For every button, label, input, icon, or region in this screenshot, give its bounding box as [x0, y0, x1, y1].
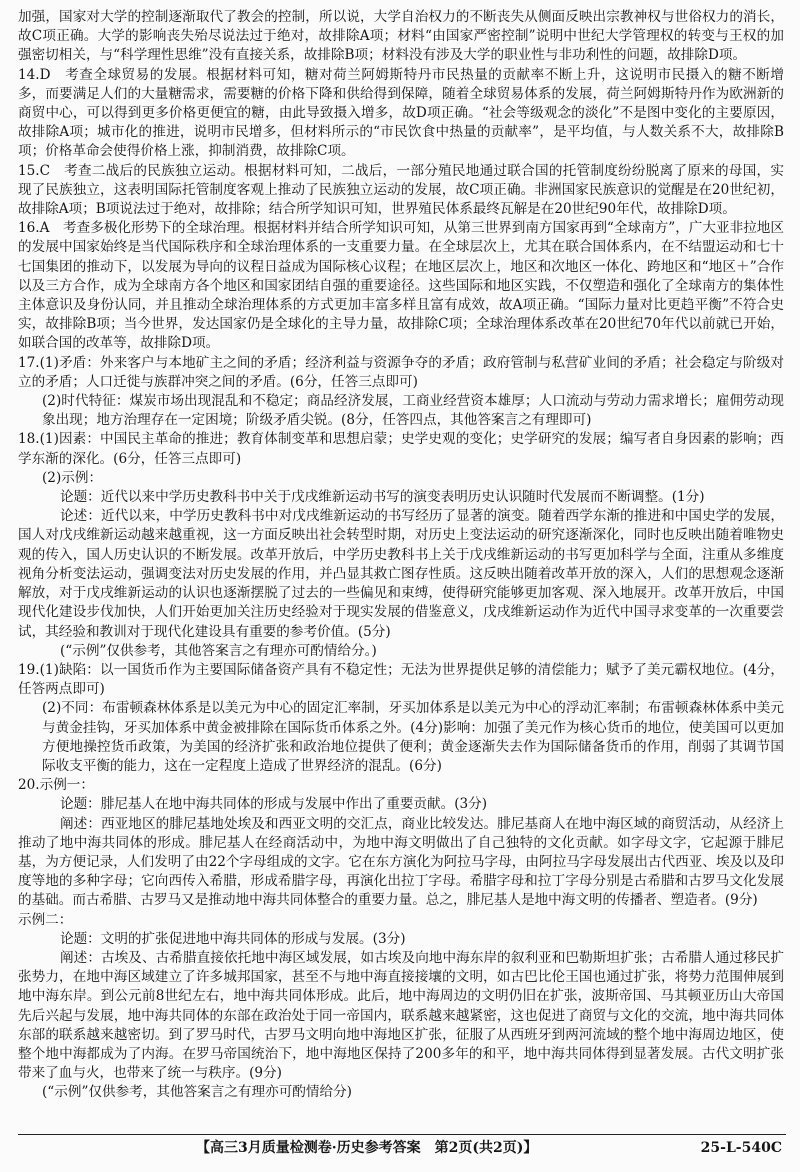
answer-20-example2-argument: 阐述：古埃及、古希腊直接依托地中海区域发展，如古埃及向地中海东岸的叙利亚和巴勒斯坦扩张；古希腊人通过移民扩张势力，在地中海区域建立了许多城邦国家，甚至不与地中海直接接壤的文明，如古巴比伦王国也通过扩张，将势力范围伸展到地中海东岸。到公元前8世纪左右，地中海共同体形成。此后，地中海周边的文明仍旧在扩张，波斯帝国、马其顿亚历山大帝国先后兴起与发展，地中海共同体的东部在政治处于同一帝国内，联系越来越紧密，这也促进了商贸与文化的交流，地中海共同体东部的联系越来越密切。到了罗马时代，古罗马文明向地中海地区扩张，征服了从西班牙到两河流域的整个地中海周边地区，使整个地中海都成为了内海。在罗马帝国统治下，地中海地区保持了200多年的和平，地中海共同体得到显著发展。古代文明扩张带来了血与火，也带来了统一与秩序。(9分) — [18, 949, 784, 1082]
answer-20-example2-heading: 示例二： — [18, 911, 73, 928]
answer-20-example1-argument: 阐述：西亚地区的腓尼基地处埃及和西亚文明的交汇点，商业比较发达。腓尼基商人在地中海区域的商贸活动，从经济上推动了地中海共同体的形成。腓尼基人在经商活动中，为地中海文明做出了自己独特的文化贡献。如字母文字，它起源于腓尼基，为方便记录，人们发明了由22个字母组成的文字。它在东方演化为阿拉马字母，由阿拉马字母发展出古代西亚、埃及以及印度等地的多种字母；它向西传入希腊，形成希腊字母，再演化出拉丁字母。希腊字母和拉丁字母分别是古希腊和古罗马文化发展的基础。而古希腊、古罗马又是推动地中海共同体整合的重要力量。总之，腓尼基人是地中海文明的传播者、塑造者。(9分) — [18, 815, 784, 909]
answer-20-example1-thesis: 论题：腓尼基人在地中海共同体的形成与发展中作出了重要贡献。(3分) — [60, 796, 488, 813]
answer-13-continued: 加强，国家对大学的控制逐渐取代了教会的控制，所以说，大学自治权力的不断丧失从侧面反映出宗教神权与世俗权力的消长，故C项正确。大学的影响丧失殆尽说法过于绝对，故排除A项；材料“由国家严密控制”说明中世纪大学管理权的转变与王权的加强密切相关，与“科学理性思维”没有直接关系，故排除B项；材料没有涉及大学的职业性与非功利性的问题，故排除D项。 — [18, 9, 784, 64]
answer-18-part2-heading: (2)示例： — [42, 469, 103, 486]
answer-18-part1: 18.(1)因素：中国民主革命的推进；教育体制变革和思想启蒙；史学史观的变化；史学研究的发展；编写者自身因素的影响；西学东渐的深化。(6分，任答三点即可) — [18, 431, 784, 467]
answer-20-example1-heading: 20.示例一： — [18, 777, 94, 794]
answer-key-body — [18, 8, 784, 1103]
answer-19-part1: 19.(1)缺陷：以一国货币作为主要国际储备资产具有不稳定性；无法为世界提供足够的清偿能力；赋予了美元霸权地位。(4分，任答两点即可) — [18, 661, 784, 698]
answer-19-part2: (2)不同：布雷顿森林体系是以美元为中心的固定汇率制，牙买加体系是以美元为中心的浮动汇率制；布雷顿森林体系中美元与黄金挂钩，牙买加体系中黄金被排除在国际货币体系之外。(4分)影响：加强了美元作为核心货币的地位，使美国可以更加方便地操控货币政策，为美国的经济扩张和政治地位提供了便利；黄金逐渐失去作为国际储备货币的作用，削弱了其调节国际收支平衡的能力，这在一定程度上造成了世界经济的混乱。(6分) — [42, 700, 784, 774]
answer-15: 15.C 考查二战后的民族独立运动。根据材料可知，二战后，一部分殖民地通过联合国的托管制度纷纷脱离了原来的母国，实现了民族独立，这表明国际托管制度客观上推动了民族独立运动的发展，故C项正确。非洲国家民族意识的觉醒是在20世纪初，故排除A项；B项说法过于绝对，故排除；结合所学知识可知，世界殖民体系最终瓦解是在20世纪90年代，故排除D项。 — [18, 162, 784, 218]
answer-14: 14.D 考查全球贸易的发展。根据材料可知，糖对荷兰阿姆斯特丹市民热量的贡献率不断上升，这说明市民摄入的糖不断增多，而要满足人们的大量糖需求，需要糖的价格下降和供给得到保障，随着全球贸易体系的发展，荷兰阿姆斯特丹作为欧洲新的商贸中心，可以得到更多价格更便宜的糖，由此导致摄入增多，故D项正确。“社会等级观念的淡化”不是图中变化的主要原因，故排除A项；城市化的推进，说明市民增多，但材料所示的“市民饮食中热量的贡献率”，是平均值，与人数关系不大，故排除B项；价格革命会使得价格上涨，抑制消费，故排除C项。 — [18, 66, 784, 160]
answer-20-note: (“示例”仅供参考，其他答案言之有理亦可酌情给分) — [42, 1084, 352, 1101]
answer-17-part2: (2)时代特征：煤炭市场出现混乱和不稳定；商品经济发展，工商业经营资本雄厚；人口流动与劳动力需求增长；雇佣劳动现象出现；地方治理存在一定困境；阶级矛盾尖锐。(8分，任答四点，其他答案言之有理即可) — [42, 393, 784, 429]
answer-18-thesis: 论题：近代以来中学历史教科书中关于戊戌维新运动书写的演变表明历史认识随时代发展而不断调整。(1分) — [60, 489, 705, 506]
answer-20-example2-thesis: 论题：文明的扩张促进地中海共同体的形成与发展。(3分) — [60, 930, 406, 947]
answer-18-note: (“示例”仅供参考，其他答案言之有理亦可酌情给分。) — [60, 642, 377, 659]
answer-16: 16.A 考查多极化形势下的全球治理。根据材料并结合所学知识可知，从第三世界到南方国家再到“全球南方”，广大亚非拉地区的发展中国家始终是当代国际秩序和全球治理体系的一支重要力量。在全球层次上，尤其在联合国体系内，在不结盟运动和七十七国集团的推动下，以发展为导向的议程日益成为国际核心议程；在地区层次上，地区和次地区一体化、跨地区和“地区＋”合作以及三方合作，成为全球南方各个地区和国家团结自强的重要途径。这些国际和地区实践，不仅塑造和强化了全球南方的集体性主体意识及身份认同，并且推动全球治理体系的方式更加丰富多样且富有成效，故A项正确。“国际力量对比更趋平衡”不符合史实，故排除B项；当今世界，发达国家仍是全球化的主导力量，故排除C项；全球治理体系改革在20世纪70年代以前就已开始，如联合国的改革等，故排除D项。 — [18, 220, 784, 352]
footer-title: 【高三3月质量检测卷·历史参考答案 第2页(共2页)】 — [196, 1140, 538, 1156]
footer-code: 25-L-540C — [700, 1140, 782, 1156]
answer-17-part1: 17.(1)矛盾：外来客户与本地矿主之间的矛盾；经济利益与资源争夺的矛盾；政府管制与私营矿业间的矛盾；社会稳定与阶级对立的矛盾；人口迁徙与族群冲突之间的矛盾。(6分，任答三点即可) — [18, 354, 784, 390]
answer-18-argument: 论述：近代以来，中学历史教科书中对戊戌维新运动的书写经历了显著的演变。随着西学东渐的推进和中国史学的发展，国人对戊戌维新运动越来越重视，这一方面反映出社会转型时期，对历史上变法运动的研究逐渐深化，同时也反映出随着唯物史观的传入，国人历史认识的不断发展。改革开放后，中学历史教科书上关于戊戌维新运动的书写更加科学与全面，注重从多维度视角分析变法运动，强调变法对历史发展的作用，并凸显其救亡图存性质。这反映出随着改革开放的深入，人们的思想观念逐渐解放，对于戊戌维新运动的认识也逐渐摆脱了过去的一些偏见和束缚，使得研究能够更加客观、深入地展开。改革开放后，中国现代化建设步伐加快，人们开始更加关注历史经验对于现实发展的借鉴意义，戊戌维新运动作为近代中国寻求变革的一次重要尝试，其经验和教训对于现代化建设具有重要的参考价值。(5分) — [18, 508, 784, 640]
